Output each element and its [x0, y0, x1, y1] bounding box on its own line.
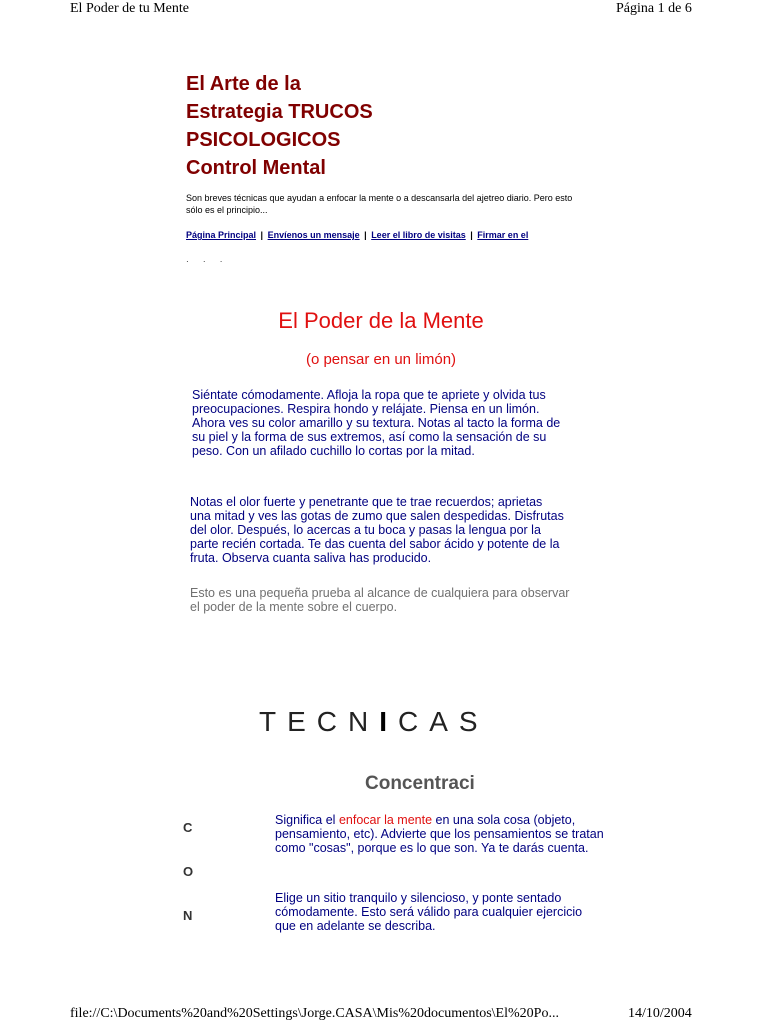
tecnicas-bold-letter: I [379, 706, 399, 737]
paragraph-1: Siéntate cómodamente. Afloja la ropa que te apriete y olvida tus preocupaciones. Respira hondo y relájate. Piensa en un limón. Ahora ves su color amarillo y su textura. Notas al tacto la forma de su piel y la forma de sus extremos, así como la sensación de su peso. Con un afilado cuchillo lo cortas por la mitad. [192, 388, 561, 458]
tecnicas-part-2: CAS [398, 706, 489, 737]
concentracion-text-1-start: Significa el [275, 813, 339, 827]
nav-separator: | [470, 230, 473, 240]
section-subtitle [0, 351, 768, 368]
print-header-title: El Poder de tu Mente [70, 1, 189, 16]
cut-off-text: · · · [186, 257, 229, 266]
concentracion-heading: Concentraci [365, 773, 475, 794]
side-letter-o: O [183, 864, 194, 879]
heading-line-2: Estrategia TRUCOS [186, 101, 373, 123]
nav-link-sign[interactable]: Firmar en el [477, 230, 529, 240]
heading-line-1: El Arte de la [186, 73, 301, 95]
concentracion-text-1 [275, 813, 610, 855]
nav-link-send-message[interactable]: Envíenos un mensaje [267, 230, 360, 240]
print-footer-path: file://C:\Documents%20and%20Settings\Jorge.CASA\Mis%20documentos\El%20Po... [70, 1006, 559, 1021]
paragraph-3: Esto es una pequeña prueba al alcance de cualquiera para observar el poder de la mente sobre el cuerpo. [190, 586, 570, 614]
heading-line-4: Control Mental [186, 157, 326, 175]
section-subtitle-text: (o pensar en un limón) [305, 351, 457, 368]
tecnicas-heading [259, 706, 489, 738]
section-title-text: El Poder de la Mente [278, 308, 484, 333]
tecnicas-part-1: TECN [259, 706, 380, 737]
intro-text: Son breves técnicas que ayudan a enfocar la mente o a descansarla del ajetreo diario. Pero esto sólo es el principio... [186, 193, 573, 215]
side-letter-n: N [183, 908, 193, 923]
section-title [0, 308, 768, 334]
paragraph-2: Notas el olor fuerte y penetrante que te trae recuerdos; aprietas una mitad y ves las gotas de zumo que salen despedidas. Disfrutas del olor. Después, lo acercas a tu boca y pasas la lengua por la parte recién cortada. Te das cuenta del sabor ácido y potente de la fruta. Observa cuanta saliva has producido. [190, 495, 564, 565]
print-footer-date: 14/10/2004 [628, 1006, 692, 1021]
nav-link-home[interactable]: Página Principal [186, 230, 257, 240]
side-letter-c: C [183, 820, 193, 835]
nav-separator: | [260, 230, 264, 240]
concentracion-highlight: enfocar la mente [338, 813, 433, 827]
page-heading [186, 70, 486, 175]
concentracion-text-1-end: en una sola cosa (objeto, pensamiento, etc). Advierte que los pensamientos se tratan como "cosas", porque es lo que son. Ya te darás cuenta. [275, 813, 604, 855]
nav-separator: | [364, 230, 367, 240]
nav-links [186, 230, 586, 241]
print-header-page: Página 1 de 6 [616, 1, 692, 16]
heading-line-3: PSICOLOGICOS [186, 129, 341, 151]
nav-link-guestbook[interactable]: Leer el libro de visitas [371, 230, 466, 240]
concentracion-text-2: Elige un sitio tranquilo y silencioso, y ponte sentado cómodamente. Esto será válido para cualquier ejercicio que en adelante se describa. [275, 891, 583, 933]
